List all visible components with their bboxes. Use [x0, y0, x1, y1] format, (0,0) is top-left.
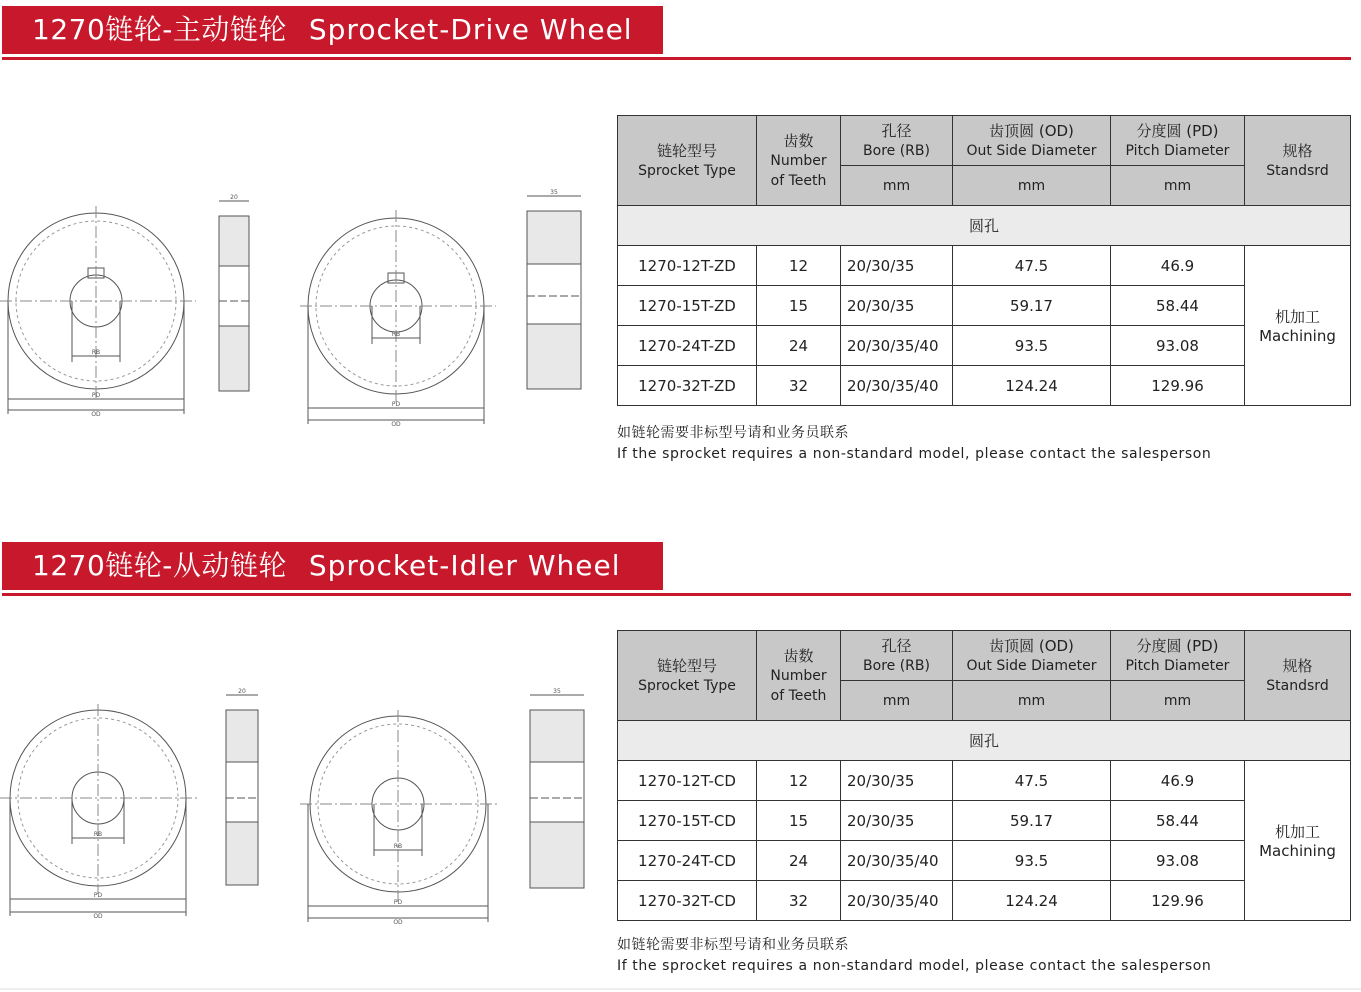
table-row — [618, 881, 1351, 921]
pd-label-1: PD — [93, 892, 103, 899]
cell-od: 124.24 — [953, 881, 1111, 921]
header-od: 齿顶圆 (OD) Out Side Diameter — [953, 631, 1111, 681]
section-title-cn: 1270链轮-主动链轮 — [32, 13, 287, 46]
drive-wheel-section — [0, 6, 1361, 476]
title-underline — [2, 593, 1351, 596]
table-row — [618, 286, 1351, 326]
table-row — [618, 326, 1351, 366]
sprocket-drawing — [0, 86, 610, 446]
cell-pd: 93.08 — [1111, 326, 1245, 366]
table-row — [618, 366, 1351, 406]
custom-note — [617, 935, 1211, 977]
cell-pd: 93.08 — [1111, 841, 1245, 881]
unit-bore: mm — [841, 166, 953, 206]
cell-bore: 20/30/35 — [841, 246, 953, 286]
od-label-2: OD — [391, 421, 401, 428]
section-title-banner — [2, 542, 663, 590]
cell-bore: 20/30/35/40 — [841, 841, 953, 881]
header-type: 链轮型号 Sprocket Type — [618, 631, 757, 721]
cell-pd: 46.9 — [1111, 761, 1245, 801]
cell-type: 1270-15T-ZD — [618, 286, 757, 326]
cell-od: 47.5 — [953, 246, 1111, 286]
width-label-2: 35 — [550, 189, 558, 196]
spec-table — [617, 115, 1351, 406]
rb-label-2: RB — [391, 331, 401, 338]
cell-od: 93.5 — [953, 326, 1111, 366]
note-cn: 如链轮需要非标型号请和业务员联系 — [617, 425, 849, 441]
pd-label-2: PD — [393, 899, 403, 906]
header-teeth: 齿数 Number of Teeth — [757, 631, 841, 721]
cell-bore: 20/30/35/40 — [841, 881, 953, 921]
section-title-en: Sprocket-Idler Wheel — [308, 549, 621, 582]
pd-label-1: PD — [91, 392, 101, 399]
od-label-2: OD — [393, 919, 403, 926]
cell-od: 93.5 — [953, 841, 1111, 881]
section-title-cn: 1270链轮-从动链轮 — [32, 549, 287, 582]
header-bore: 孔径 Bore (RB) — [841, 631, 953, 681]
od-label-1: OD — [93, 913, 103, 920]
cell-teeth: 24 — [757, 841, 841, 881]
note-en: If the sprocket requires a non-standard model, please contact the salesperson — [617, 446, 1212, 462]
cell-type: 1270-12T-CD — [618, 761, 757, 801]
cell-bore: 20/30/35 — [841, 761, 953, 801]
table-row — [618, 841, 1351, 881]
table-row — [618, 246, 1351, 286]
cell-pd: 46.9 — [1111, 246, 1245, 286]
rb-label-2: RB — [393, 843, 403, 850]
header-standard: 规格 Standsrd — [1245, 631, 1351, 721]
note-cn: 如链轮需要非标型号请和业务员联系 — [617, 937, 849, 953]
title-underline — [2, 57, 1351, 60]
pd-label-2: PD — [391, 401, 401, 408]
table-row — [618, 761, 1351, 801]
cell-teeth: 24 — [757, 326, 841, 366]
cell-od: 59.17 — [953, 801, 1111, 841]
header-type: 链轮型号 Sprocket Type — [618, 116, 757, 206]
group-label: 圆孔 — [618, 721, 1351, 761]
cell-teeth: 32 — [757, 366, 841, 406]
cell-standard: 机加工 Machining — [1245, 761, 1351, 921]
cell-bore: 20/30/35 — [841, 801, 953, 841]
cell-teeth: 12 — [757, 761, 841, 801]
unit-bore: mm — [841, 681, 953, 721]
header-od: 齿顶圆 (OD) Out Side Diameter — [953, 116, 1111, 166]
cell-pd: 58.44 — [1111, 801, 1245, 841]
unit-od: mm — [953, 166, 1111, 206]
sprocket-drawing — [0, 622, 610, 982]
cell-od: 59.17 — [953, 286, 1111, 326]
width-label-1: 20 — [238, 688, 246, 695]
cell-pd: 129.96 — [1111, 881, 1245, 921]
table-row — [618, 801, 1351, 841]
cell-pd: 58.44 — [1111, 286, 1245, 326]
note-en: If the sprocket requires a non-standard model, please contact the salesperson — [617, 958, 1212, 974]
cell-od: 124.24 — [953, 366, 1111, 406]
unit-pd: mm — [1111, 166, 1245, 206]
header-pd: 分度圆 (PD) Pitch Diameter — [1111, 116, 1245, 166]
cell-teeth: 12 — [757, 246, 841, 286]
cell-type: 1270-15T-CD — [618, 801, 757, 841]
cell-teeth: 32 — [757, 881, 841, 921]
cell-type: 1270-24T-CD — [618, 841, 757, 881]
rb-label-1: RB — [91, 349, 101, 356]
idler-wheel-section — [0, 542, 1361, 992]
header-standard: 规格 Standsrd — [1245, 116, 1351, 206]
cell-teeth: 15 — [757, 801, 841, 841]
od-label-1: OD — [91, 411, 101, 418]
cell-bore: 20/30/35/40 — [841, 326, 953, 366]
page-bottom-line — [0, 988, 1361, 990]
width-label-1: 20 — [230, 194, 238, 201]
cell-bore: 20/30/35 — [841, 286, 953, 326]
spec-table — [617, 630, 1351, 921]
cell-standard: 机加工 Machining — [1245, 246, 1351, 406]
unit-pd: mm — [1111, 681, 1245, 721]
cell-type: 1270-32T-CD — [618, 881, 757, 921]
group-label: 圆孔 — [618, 206, 1351, 246]
cell-type: 1270-12T-ZD — [618, 246, 757, 286]
unit-od: mm — [953, 681, 1111, 721]
header-bore: 孔径 Bore (RB) — [841, 116, 953, 166]
width-label-2: 35 — [553, 688, 561, 695]
section-title-en: Sprocket-Drive Wheel — [308, 13, 633, 46]
header-teeth: 齿数 Number of Teeth — [757, 116, 841, 206]
header-pd: 分度圆 (PD) Pitch Diameter — [1111, 631, 1245, 681]
section-title-banner — [2, 6, 663, 54]
cell-bore: 20/30/35/40 — [841, 366, 953, 406]
cell-teeth: 15 — [757, 286, 841, 326]
rb-label-1: RB — [93, 831, 103, 838]
cell-type: 1270-32T-ZD — [618, 366, 757, 406]
cell-pd: 129.96 — [1111, 366, 1245, 406]
cell-type: 1270-24T-ZD — [618, 326, 757, 366]
cell-od: 47.5 — [953, 761, 1111, 801]
custom-note — [617, 423, 1211, 465]
